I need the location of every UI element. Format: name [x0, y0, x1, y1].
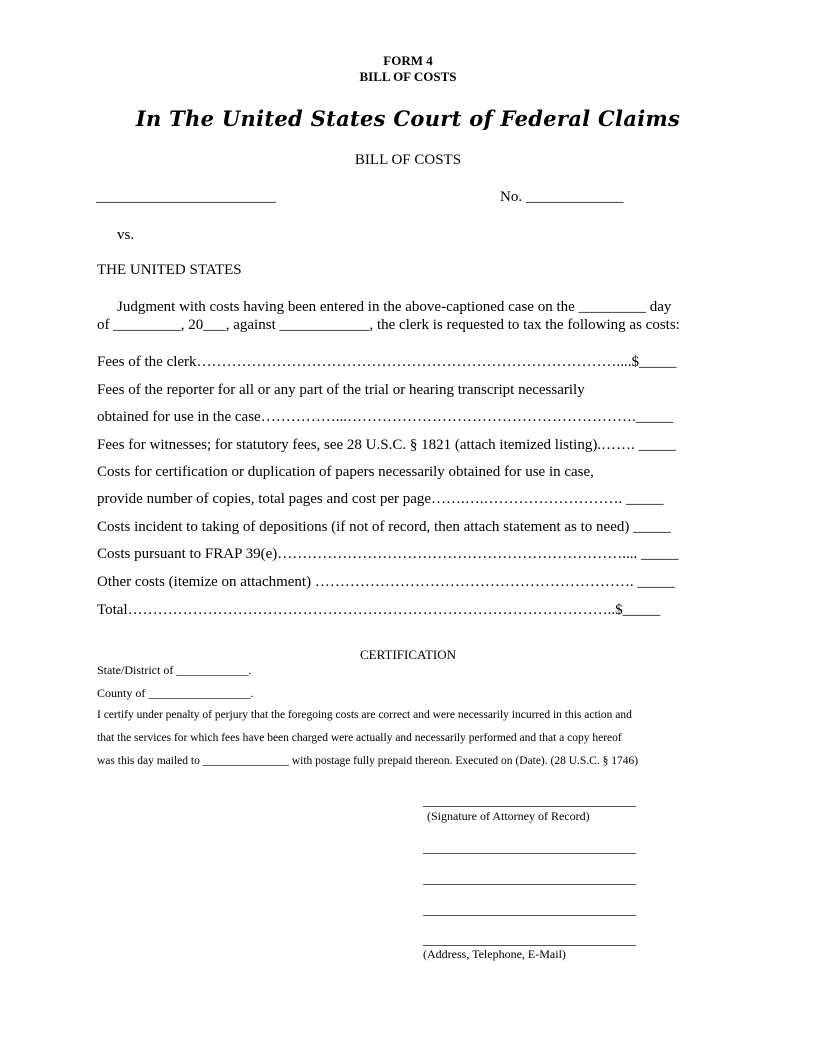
cost-witness-fees: Fees for witnesses; for statutory fees, see 28 U.S.C. § 1821 (attach itemized listing).……. _____: [97, 437, 677, 453]
address-line-4: [423, 945, 636, 946]
cost-other: Other costs (itemize on attachment) ………………………………………………………. _____: [97, 574, 675, 590]
address-line-2: [423, 884, 636, 885]
form-title: BILL OF COSTS: [359, 69, 457, 84]
versus-label: vs.: [117, 227, 135, 243]
intro-line-2: of _________, 20___, against ____________, the clerk is requested to tax the following as costs:: [97, 317, 680, 333]
intro-line-1: Judgment with costs having been entered in the above-captioned case on the _________ day: [117, 299, 672, 315]
address-line-1: [423, 853, 636, 854]
county-field: County of _________________.: [97, 686, 254, 700]
state-district-field: State/District of ____________.: [97, 663, 252, 677]
cost-certification: Costs for certification or duplication of papers necessarily obtained for use in case,: [97, 464, 594, 480]
bill-subtitle: BILL OF COSTS: [354, 152, 462, 168]
address-line-3: [423, 915, 636, 916]
court-name: In The United States Court of Federal Claims: [135, 106, 681, 131]
cost-total: Total……………………………………………………………………………………..$_____: [97, 602, 661, 618]
form-number: FORM 4: [383, 53, 433, 68]
signature-label: (Signature of Attorney of Record): [427, 809, 590, 823]
address-label: (Address, Telephone, E-Mail): [423, 947, 566, 961]
cost-certification-cont: provide number of copies, total pages and cost per page…….….………………………. _____: [97, 491, 664, 507]
case-number-field: No. _____________: [500, 189, 624, 205]
signature-line: [423, 806, 636, 807]
cost-reporter-fees-cont: obtained for use in the case……………...…………………………………………………._____: [97, 409, 674, 425]
cost-frap: Costs pursuant to FRAP 39(e)…………………………………………………………….... _____: [97, 546, 679, 562]
certification-heading: CERTIFICATION: [360, 647, 456, 662]
cost-clerk-fees: Fees of the clerk…………………………………………………………………………....$_____: [97, 354, 677, 370]
cost-depositions: Costs incident to taking of depositions (if not of record, then attach statement as to need) _____: [97, 519, 671, 535]
plaintiff-name-blank: ________________________: [96, 189, 276, 205]
certification-text-2: that the services for which fees have been charged were actually and necessarily performed and that a copy hereof: [97, 732, 622, 744]
certification-text-3: was this day mailed to _______________ with postage fully prepaid thereon. Executed on (Date). (28 U.S.C. § 1746): [97, 755, 639, 767]
cost-reporter-fees: Fees of the reporter for all or any part of the trial or hearing transcript necessarily: [97, 382, 585, 398]
certification-text-1: I certify under penalty of perjury that the foregoing costs are correct and were necessarily incurred in this action and: [97, 709, 632, 721]
defendant-name: THE UNITED STATES: [97, 262, 242, 278]
